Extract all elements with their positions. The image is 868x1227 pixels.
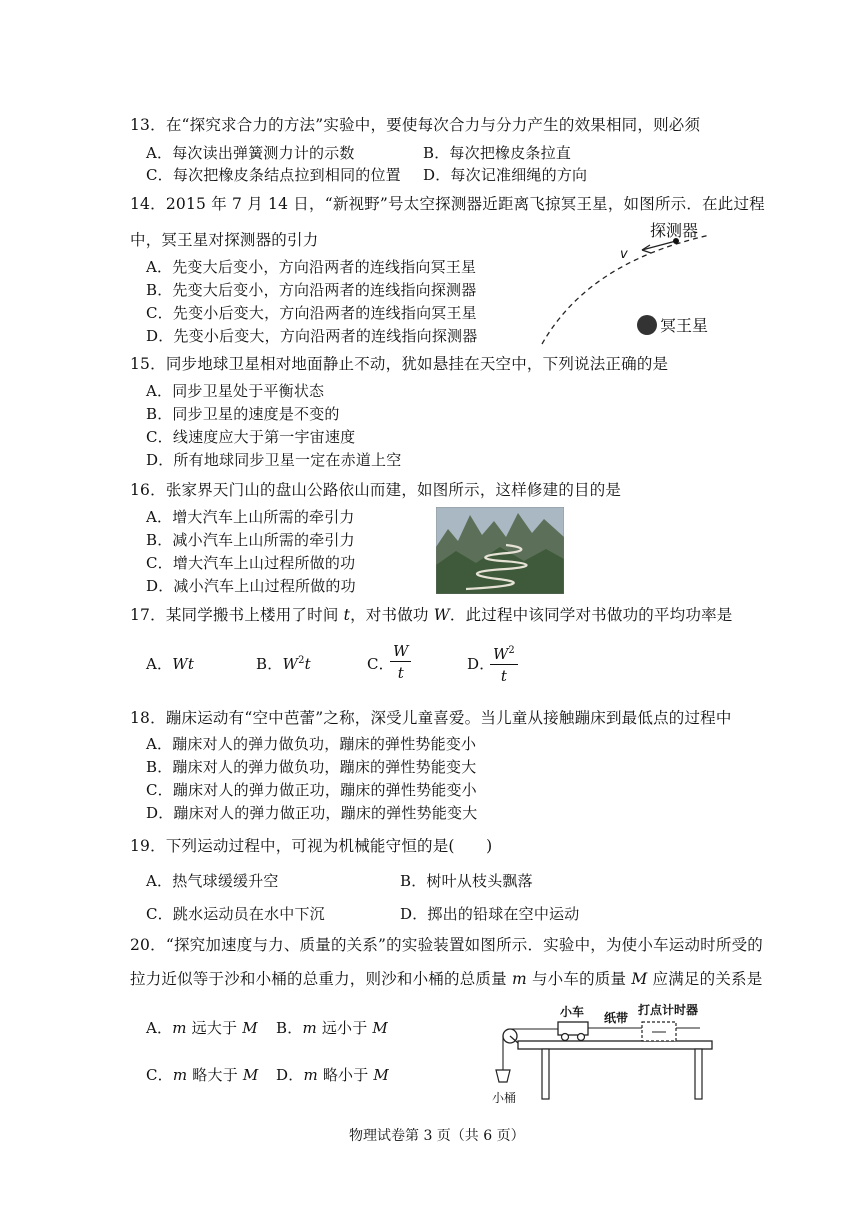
q14-option-d: D．先变小后变大，方向沿两者的连线指向探测器 — [146, 327, 478, 345]
q13-option-b: B．每次把橡皮条拉直 — [423, 144, 572, 162]
table-leg-right — [695, 1049, 702, 1099]
q15-option-c: C．线速度应大于第一宇宙速度 — [146, 428, 356, 446]
velocity-label: v — [620, 247, 628, 262]
q16-option-b: B．减小汽车上山所需的牵引力 — [146, 531, 355, 549]
q17-option-c-label: C． — [367, 655, 394, 673]
bucket-icon — [496, 1070, 510, 1082]
tape-label: 纸带 — [604, 1011, 629, 1025]
q20-stem-line2: 拉力近似等于沙和小桶的总重力，则沙和小桶的总质量 m 与小车的质量 M 应满足的关系是 — [130, 970, 763, 988]
q19-option-c: C．跳水运动员在水中下沉 — [146, 905, 325, 923]
q17-stem: 17．某同学搬书上楼用了时间 t，对书做功 W．此过程中该同学对书做功的平均功率是 — [130, 606, 733, 624]
cart-icon — [558, 1022, 588, 1035]
q20-option-b: B．m 远小于 M — [276, 1019, 388, 1037]
q14-stem-line1: 14．2015 年 7 月 14 日，“新视野”号太空探测器近距离飞掠冥王星，如图所示．在此过程 — [130, 195, 765, 213]
cart-label: 小车 — [560, 1005, 585, 1019]
q16-stem: 16．张家界天门山的盘山公路依山而建，如图所示，这样修建的目的是 — [130, 481, 622, 499]
q13-option-d: D．每次记准细绳的方向 — [423, 166, 588, 184]
pluto-label: 冥王星 — [660, 316, 709, 335]
q19-stem: 19．下列运动过程中，可视为机械能守恒的是( ) — [130, 837, 493, 855]
q18-option-c: C．蹦床对人的弹力做正功，蹦床的弹性势能变小 — [146, 781, 477, 799]
q20-apparatus-figure — [490, 998, 725, 1110]
q20-option-d: D．m 略小于 M — [276, 1066, 389, 1084]
q18-option-d: D．蹦床对人的弹力做正功，蹦床的弹性势能变大 — [146, 804, 478, 822]
table-top — [518, 1041, 712, 1049]
q16-option-a: A．增大汽车上山所需的牵引力 — [146, 508, 355, 526]
timer-label: 打点计时器 — [638, 1003, 699, 1017]
q14-option-a: A．先变大后变小，方向沿两者的连线指向冥王星 — [146, 258, 477, 276]
q13-stem: 13．在“探究求合力的方法”实验中，要使每次合力与分力产生的效果相同，则必须 — [130, 116, 701, 134]
q14-stem-line2: 中，冥王星对探测器的引力 — [130, 231, 319, 249]
q17-option-b: B．$W^2t$ — [256, 655, 311, 673]
q14-option-b: B．先变大后变小，方向沿两者的连线指向探测器 — [146, 281, 477, 299]
q17-option-c-fraction: $\frac{W}{t}$ — [390, 641, 411, 684]
q20-option-a: A．m 远大于 M — [146, 1019, 258, 1037]
bucket-label: 小桶 — [492, 1091, 517, 1105]
q13-option-c: C．每次把橡皮条结点拉到相同的位置 — [146, 166, 401, 184]
q20-stem-line1: 20．“探究加速度与力、质量的关系”的实验装置如图所示．实验中，为使小车运动时所受的 — [130, 936, 763, 954]
q18-stem: 18．蹦床运动有“空中芭蕾”之称，深受儿童喜爱。当儿童从接触蹦床到最低点的过程中 — [130, 709, 732, 727]
page-footer: 物理试卷第 3 页（共 6 页） — [349, 1128, 525, 1144]
q13-option-a: A．每次读出弹簧测力计的示数 — [146, 144, 355, 162]
mountain-road-photo — [436, 507, 564, 594]
q17-option-d-fraction: $\frac{W^2}{t}$ — [490, 641, 518, 687]
q17-option-a: A．Wt — [146, 655, 195, 673]
q19-option-b: B．树叶从枝头飘落 — [400, 872, 533, 890]
q18-option-b: B．蹦床对人的弹力做负功，蹦床的弹性势能变大 — [146, 758, 477, 776]
q14-flyby-figure — [530, 210, 750, 350]
q15-option-d: D．所有地球同步卫星一定在赤道上空 — [146, 451, 402, 469]
q18-option-a: A．蹦床对人的弹力做负功，蹦床的弹性势能变小 — [146, 735, 477, 753]
q16-option-c: C．增大汽车上山过程所做的功 — [146, 554, 356, 572]
q14-option-c: C．先变小后变大，方向沿两者的连线指向冥王星 — [146, 304, 477, 322]
probe-label: 探测器 — [650, 221, 699, 240]
q15-stem: 15．同步地球卫星相对地面静止不动，犹如悬挂在天空中，下列说法正确的是 — [130, 355, 669, 373]
q19-option-d: D．掷出的铅球在空中运动 — [400, 905, 580, 923]
q20-option-c: C．m 略大于 M — [146, 1066, 259, 1084]
q16-option-d: D．减小汽车上山过程所做的功 — [146, 577, 356, 595]
q15-option-b: B．同步卫星的速度是不变的 — [146, 405, 340, 423]
q17-option-d-label: D． — [467, 655, 495, 673]
q15-option-a: A．同步卫星处于平衡状态 — [146, 382, 325, 400]
pluto-icon — [637, 315, 657, 335]
q19-option-a: A．热气球缓缓升空 — [146, 872, 279, 890]
table-leg-left — [542, 1049, 549, 1099]
